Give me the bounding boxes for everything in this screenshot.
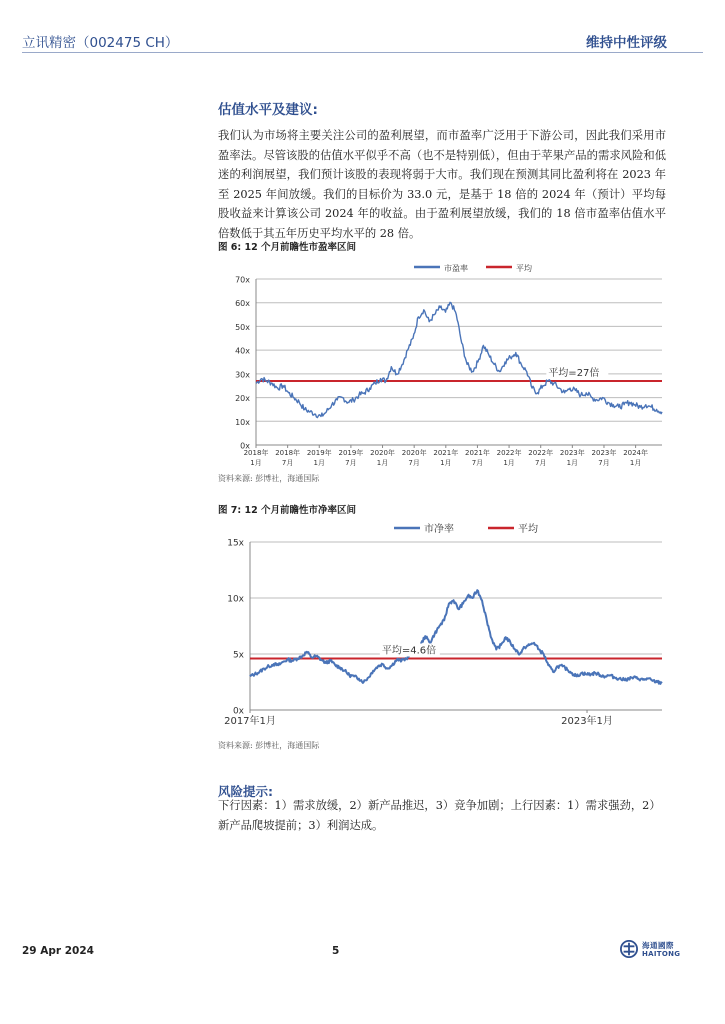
figure-6-source: 资料来源: 彭博社，海通国际 [218,474,320,483]
header-divider [22,52,703,53]
pb-x-tick-label: 2023年1月 [561,716,613,727]
pe-x-tick-label: 2018年 [275,449,301,457]
pe-chart [218,255,668,470]
pe-y-tick-label: 30x [235,370,250,380]
pe-x-tick-label: 2019年 [338,449,364,457]
pe-legend-label: 平均 [516,264,532,273]
pb-legend-label: 市净率 [424,524,454,535]
pb-chart-svg [218,518,668,733]
pb-average-label: 平均=4.6倍 [381,645,437,657]
haitong-logo-icon [620,940,638,958]
pe-series-line [256,302,662,417]
figure-6-title: 图 6: 12 个月前瞻性市盈率区间 [218,242,357,253]
pe-y-tick-label: 60x [235,299,250,309]
pb-series-line [250,590,662,684]
pe-x-tick-label: 1月 [376,459,389,467]
pe-x-tick-label: 1月 [313,459,326,467]
figure-7-title: 图 7: 12 个月前瞻性市净率区间 [218,505,357,516]
pe-x-tick-label: 2023年 [591,449,617,457]
pe-y-tick-label: 70x [235,275,250,285]
pe-x-tick-label: 7月 [345,459,357,467]
pe-x-tick-label: 2022年 [496,449,522,457]
pe-x-tick-label: 7月 [281,459,294,467]
pe-x-tick-label: 2023年 [559,449,585,457]
pe-x-tick-label: 1月 [629,459,642,467]
pe-x-tick-label: 7月 [471,459,484,467]
pe-x-tick-label: 2020年 [370,449,395,457]
pe-chart-svg [218,255,668,470]
valuation-section-title: 估值水平及建议: [218,102,318,118]
pe-y-tick-label: 0x [240,441,250,451]
pe-x-tick-label: 2018年 [243,449,269,457]
logo-english-text: HAITONG [642,950,681,958]
pe-legend-label: 市盈率 [444,264,468,273]
pe-y-tick-label: 40x [235,346,250,356]
pb-y-tick-label: 5x [232,650,244,661]
pb-x-tick-label: 2017年1月 [224,716,276,727]
pb-chart [218,518,668,733]
company-ticker: 立讯精密（002475 CH） [22,35,179,51]
pe-y-tick-label: 50x [235,322,250,332]
pe-x-tick-label: 1月 [250,459,262,467]
page-number: 5 [332,945,340,957]
pb-y-tick-label: 10x [227,594,244,605]
haitong-logo [620,940,682,960]
pe-average-label: 平均=27倍 [548,367,600,379]
pb-legend-label: 平均 [518,524,538,535]
rating-label: 维持中性评级 [586,35,667,51]
pe-x-tick-label: 2021年 [465,449,490,457]
pe-x-tick-label: 1月 [566,459,579,467]
pe-x-tick-label: 1月 [503,459,515,467]
pe-x-tick-label: 2022年 [528,449,554,457]
logo-chinese-text: 海通國際 [642,941,674,950]
pe-x-tick-label: 2021年 [433,449,459,457]
pe-x-tick-label: 2019年 [306,449,332,457]
pe-y-tick-label: 20x [235,394,250,404]
figure-7-source: 资料来源: 彭博社，海通国际 [218,741,320,750]
pe-x-tick-label: 7月 [408,459,420,467]
pe-y-tick-label: 10x [235,417,250,427]
pe-x-tick-label: 7月 [534,459,547,467]
valuation-paragraph: 我们认为市场将主要关注公司的盈利展望，而市盈率广泛用于下游公司，因此我们采用市盈率法。尽管该股的估值水平似乎不高（也不是特别低），但由于苹果产品的需求风险和低迷的利润展望，我们预计该股的表现将弱于大市。我们现在预测其同比盈利将在 2023 年至 2025 年间放缓。我们的目标价为 33.0 元，是基于 18 倍的 2024 年（预计）平均每股收益来计算该公司 2024 年的收益。由于盈利展望放缓，我们的 18 倍市盈率估值水平倍数低于其五年历史平均水平的 28 倍。 [218,129,666,240]
pe-x-tick-label: 2020年 [401,449,427,457]
risk-section-title: 风险提示: [218,784,273,799]
pe-x-tick-label: 7月 [598,459,610,467]
pe-x-tick-label: 2024年 [623,449,649,457]
pb-y-tick-label: 15x [227,538,244,549]
pb-y-tick-label: 0x [232,706,244,717]
risk-paragraph: 下行因素：1）需求放缓，2）新产品推迟，3）竞争加剧；上行因素：1）需求强劲，2）新产品爬坡提前；3）利润达成。 [218,799,661,832]
report-date: 29 Apr 2024 [22,945,94,957]
pe-x-tick-label: 1月 [440,459,452,467]
